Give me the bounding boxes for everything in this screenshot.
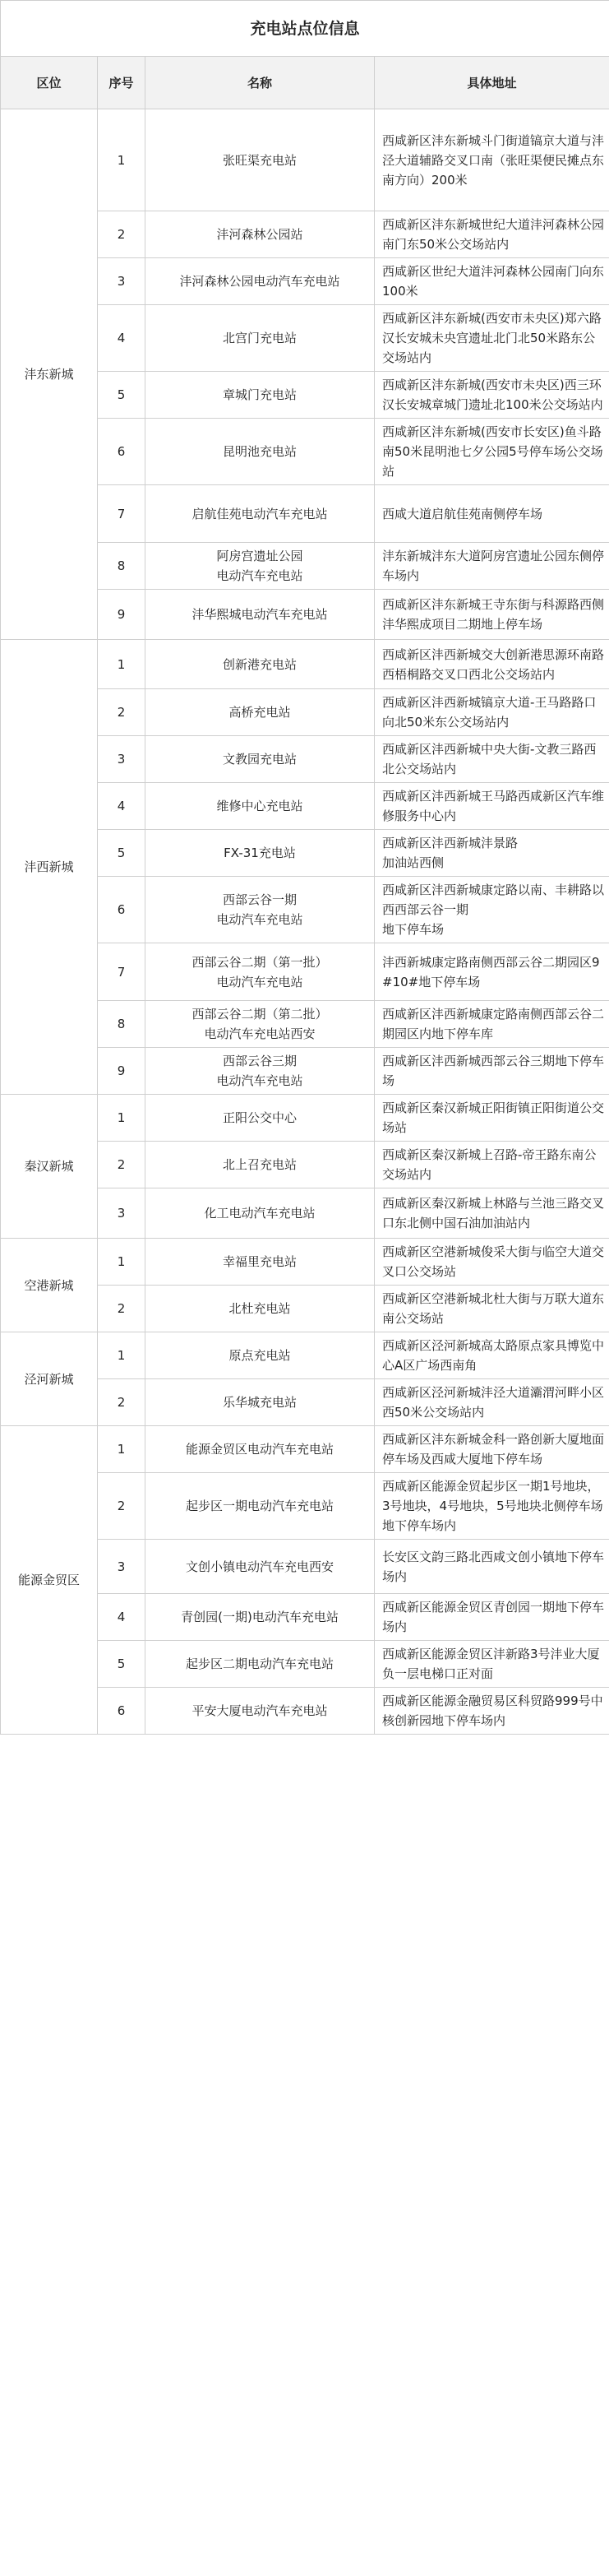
- number-cell: 2: [98, 1286, 145, 1332]
- address-cell: 西咸新区秦汉新城正阳街镇正阳街道公交场站: [375, 1095, 609, 1142]
- number-cell: 9: [98, 590, 145, 640]
- address-cell: 西咸新区能源金融贸易区科贸路999号中核创新园地下停车场内: [375, 1688, 609, 1735]
- station-name-cell: 起步区一期电动汽车充电站: [145, 1473, 375, 1540]
- station-name-cell: 沣河森林公园站: [145, 211, 375, 258]
- station-name-cell: 西部云谷三期 电动汽车充电站: [145, 1048, 375, 1095]
- address-cell: 西咸新区空港新城俊采大街与临空大道交叉口公交场站: [375, 1239, 609, 1286]
- station-name-cell: 化工电动汽车充电站: [145, 1188, 375, 1239]
- station-name-cell: 张旺渠充电站: [145, 109, 375, 211]
- number-cell: 8: [98, 543, 145, 590]
- station-name-cell: 西部云谷二期（第二批） 电动汽车充电站西安: [145, 1001, 375, 1048]
- number-cell: 2: [98, 211, 145, 258]
- station-name-cell: 文教园充电站: [145, 736, 375, 783]
- address-cell: 西咸新区秦汉新城上召路-帝王路东南公交场站内: [375, 1142, 609, 1188]
- header-name: 名称: [145, 57, 375, 109]
- number-cell: 7: [98, 943, 145, 1001]
- station-name-cell: 北宫门充电站: [145, 305, 375, 372]
- number-cell: 2: [98, 689, 145, 736]
- number-cell: 5: [98, 1641, 145, 1688]
- address-cell: 西咸新区秦汉新城上林路与兰池三路交叉口东北侧中国石油加油站内: [375, 1188, 609, 1239]
- address-cell: 西咸新区能源金贸起步区一期1号地块，3号地块，4号地块，5号地块北侧停车场地下停车场内: [375, 1473, 609, 1540]
- address-cell: 西咸新区泾河新城高太路原点家具博览中心A区广场西南角: [375, 1332, 609, 1379]
- station-name-cell: 幸福里充电站: [145, 1239, 375, 1286]
- station-name-cell: 沣华熙城电动汽车充电站: [145, 590, 375, 640]
- address-cell: 西咸新区沣西新城康定路南侧西部云谷二期园区内地下停车库: [375, 1001, 609, 1048]
- station-name-cell: 沣河森林公园电动汽车充电站: [145, 258, 375, 305]
- number-cell: 3: [98, 1188, 145, 1239]
- address-cell: 西咸新区沣西新城康定路以南、丰耕路以西西部云谷一期 地下停车场: [375, 877, 609, 943]
- district-cell: 泾河新城: [1, 1332, 98, 1426]
- address-cell: 西咸新区沣西新城交大创新港思源环南路西梧桐路交叉口西北公交场站内: [375, 640, 609, 689]
- number-cell: 1: [98, 1426, 145, 1473]
- district-cell: 能源金贸区: [1, 1426, 98, 1735]
- table-title: 充电站点位信息: [1, 1, 609, 57]
- address-cell: 西咸新区沣东新城(西安市未央区)郑六路汉长安城未央宫遗址北门北50米路东公交场站内: [375, 305, 609, 372]
- header-row: [1, 57, 609, 109]
- address-cell: 西咸新区沣西新城镐京大道-王马路路口向北50米东公交场站内: [375, 689, 609, 736]
- station-name-cell: 乐华城充电站: [145, 1379, 375, 1426]
- station-name-cell: 昆明池充电站: [145, 419, 375, 485]
- number-cell: 6: [98, 1688, 145, 1735]
- district-cell: 空港新城: [1, 1239, 98, 1332]
- station-name-cell: 创新港充电站: [145, 640, 375, 689]
- number-cell: 4: [98, 783, 145, 830]
- address-cell: 沣西新城康定路南侧西部云谷二期园区9#10#地下停车场: [375, 943, 609, 1001]
- station-name-cell: 阿房宫遗址公园 电动汽车充电站: [145, 543, 375, 590]
- station-name-cell: 西部云谷二期（第一批） 电动汽车充电站: [145, 943, 375, 1001]
- station-name-cell: FX-31充电站: [145, 830, 375, 877]
- number-cell: 6: [98, 419, 145, 485]
- number-cell: 7: [98, 485, 145, 543]
- station-name-cell: 西部云谷一期 电动汽车充电站: [145, 877, 375, 943]
- address-cell: 西咸新区沣东新城(西安市未央区)西三环汉长安城章城门遗址北100米公交场站内: [375, 372, 609, 419]
- station-name-cell: 能源金贸区电动汽车充电站: [145, 1426, 375, 1473]
- station-name-cell: 章城门充电站: [145, 372, 375, 419]
- number-cell: 1: [98, 1332, 145, 1379]
- number-cell: 3: [98, 1540, 145, 1594]
- address-cell: 长安区文韵三路北西咸文创小镇地下停车场内: [375, 1540, 609, 1594]
- number-cell: 5: [98, 830, 145, 877]
- number-cell: 4: [98, 1594, 145, 1641]
- number-cell: 2: [98, 1473, 145, 1540]
- address-cell: 西咸大道启航佳苑南侧停车场: [375, 485, 609, 543]
- station-name-cell: 青创园(一期)电动汽车充电站: [145, 1594, 375, 1641]
- address-cell: 西咸新区沣东新城斗门街道镐京大道与沣泾大道辅路交叉口南（张旺渠便民摊点东南方向）200米: [375, 109, 609, 211]
- number-cell: 9: [98, 1048, 145, 1095]
- address-cell: 西咸新区沣西新城王马路西咸新区汽车维修服务中心内: [375, 783, 609, 830]
- number-cell: 1: [98, 1095, 145, 1142]
- station-name-cell: 北杜充电站: [145, 1286, 375, 1332]
- address-cell: 西咸新区沣东新城金科一路创新大厦地面停车场及西咸大厦地下停车场: [375, 1426, 609, 1473]
- number-cell: 1: [98, 109, 145, 211]
- table-row: [1, 1426, 609, 1473]
- number-cell: 6: [98, 877, 145, 943]
- station-name-cell: 起步区二期电动汽车充电站: [145, 1641, 375, 1688]
- district-cell: 沣东新城: [1, 109, 98, 640]
- number-cell: 1: [98, 1239, 145, 1286]
- header-address: 具体地址: [375, 57, 609, 109]
- address-cell: 西咸新区沣西新城沣景路 加油站西侧: [375, 830, 609, 877]
- number-cell: 4: [98, 305, 145, 372]
- header-number: 序号: [98, 57, 145, 109]
- district-cell: 沣西新城: [1, 640, 98, 1095]
- address-cell: 西咸新区能源金贸区沣新路3号沣业大厦负一层电梯口正对面: [375, 1641, 609, 1688]
- station-name-cell: 平安大厦电动汽车充电站: [145, 1688, 375, 1735]
- header-district: 区位: [1, 57, 98, 109]
- address-cell: 西咸新区世纪大道沣河森林公园南门向东100米: [375, 258, 609, 305]
- number-cell: 1: [98, 640, 145, 689]
- address-cell: 西咸新区空港新城北杜大街与万联大道东南公交场站: [375, 1286, 609, 1332]
- station-name-cell: 原点充电站: [145, 1332, 375, 1379]
- address-cell: 沣东新城沣东大道阿房宫遗址公园东侧停车场内: [375, 543, 609, 590]
- title-row: [1, 1, 609, 57]
- station-name-cell: 启航佳苑电动汽车充电站: [145, 485, 375, 543]
- number-cell: 2: [98, 1379, 145, 1426]
- address-cell: 西咸新区能源金贸区青创园一期地下停车场内: [375, 1594, 609, 1641]
- number-cell: 3: [98, 258, 145, 305]
- station-name-cell: 维修中心充电站: [145, 783, 375, 830]
- table-row: [1, 1095, 609, 1142]
- station-name-cell: 文创小镇电动汽车充电西安: [145, 1540, 375, 1594]
- station-name-cell: 高桥充电站: [145, 689, 375, 736]
- address-cell: 西咸新区沣西新城西部云谷三期地下停车场: [375, 1048, 609, 1095]
- number-cell: 3: [98, 736, 145, 783]
- table-row: [1, 109, 609, 211]
- table-row: [1, 1239, 609, 1286]
- number-cell: 2: [98, 1142, 145, 1188]
- address-cell: 西咸新区沣东新城王寺东街与科源路西侧沣华熙成项目二期地上停车场: [375, 590, 609, 640]
- address-cell: 西咸新区沣东新城(西安市长安区)鱼斗路南50米昆明池七夕公园5号停车场公交场站: [375, 419, 609, 485]
- table-row: [1, 1332, 609, 1379]
- table-row: [1, 640, 609, 689]
- station-name-cell: 北上召充电站: [145, 1142, 375, 1188]
- number-cell: 8: [98, 1001, 145, 1048]
- number-cell: 5: [98, 372, 145, 419]
- address-cell: 西咸新区泾河新城沣泾大道灞渭河畔小区西50米公交场站内: [375, 1379, 609, 1426]
- district-cell: 秦汉新城: [1, 1095, 98, 1239]
- station-name-cell: 正阳公交中心: [145, 1095, 375, 1142]
- address-cell: 西咸新区沣东新城世纪大道沣河森林公园南门东50米公交场站内: [375, 211, 609, 258]
- address-cell: 西咸新区沣西新城中央大街-文教三路西北公交场站内: [375, 736, 609, 783]
